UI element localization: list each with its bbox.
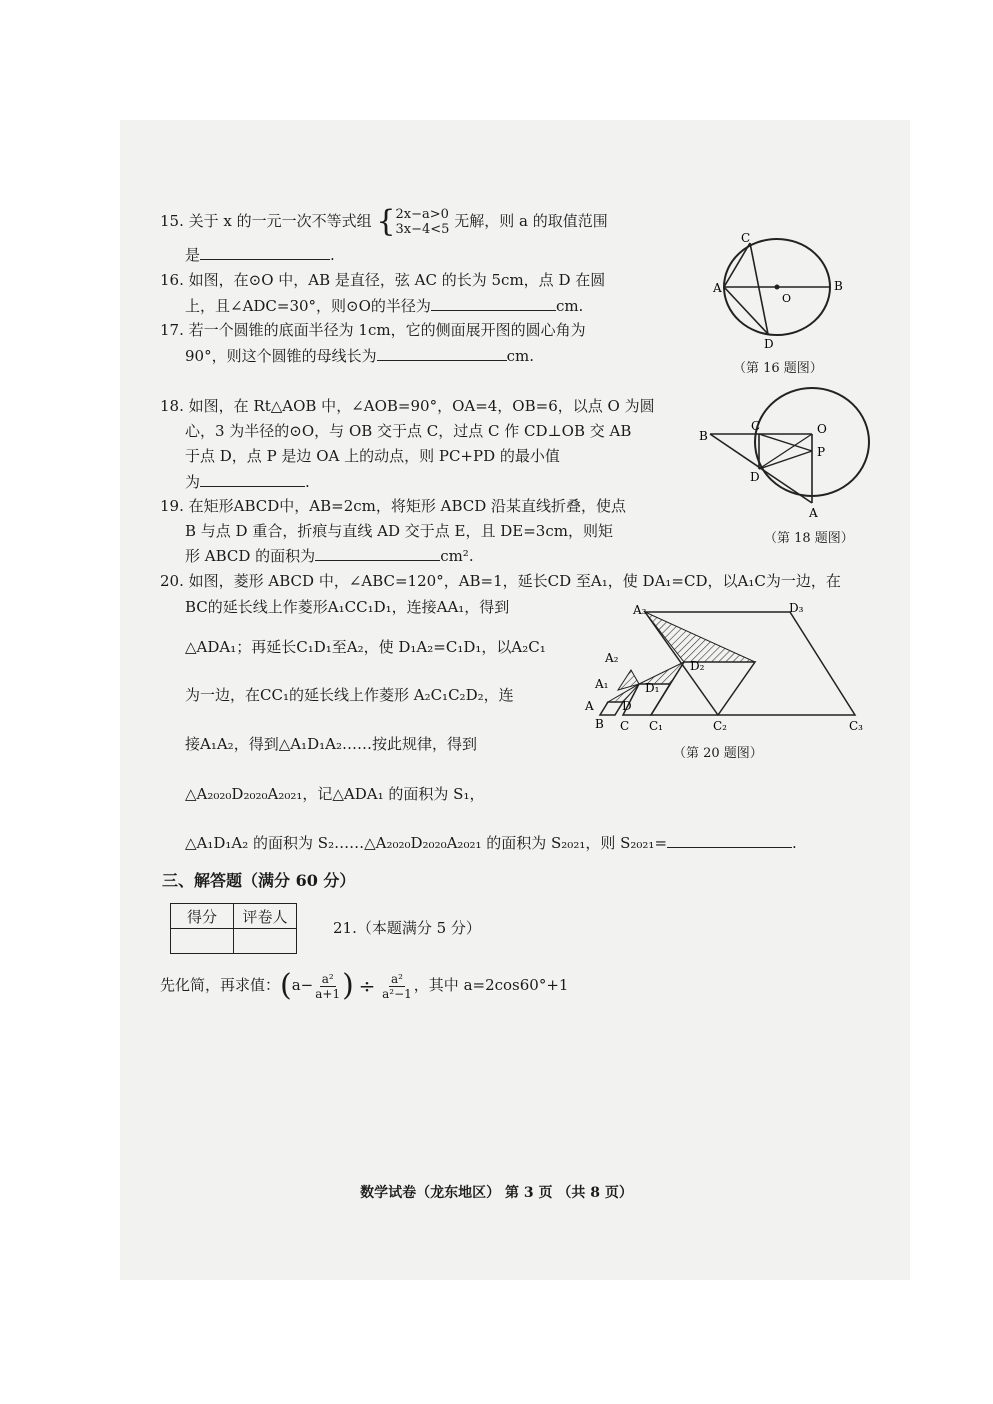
q17-text-1: 若一个圆锥的底面半径为 1cm，它的侧面展开图的圆心角为	[188, 321, 586, 339]
label-d: D	[750, 470, 760, 484]
q17-line2	[185, 346, 534, 366]
q16-line1	[160, 270, 605, 290]
left-paren-icon: (	[280, 968, 292, 1003]
q17-number: 17.	[160, 321, 184, 339]
q21-title: 21.（本题满分 5 分）	[333, 919, 481, 937]
section-3-title: 三、解答题（满分 60 分）	[162, 871, 356, 890]
triangle-a2d2a3	[645, 612, 755, 662]
score-cell[interactable]	[171, 929, 234, 954]
q19-unit: cm².	[440, 547, 474, 565]
label-a2: A₂	[605, 651, 619, 665]
q16-text-1: 如图，在⊙O 中，AB 是直径，弦 AC 的长为 5cm，点 D 在圆	[188, 271, 606, 289]
q17-text-2: 90°，则这个圆锥的母线长为	[185, 347, 377, 365]
q19-line2: B 与点 D 重合，折痕与直线 AD 交于点 E，且 DE=3cm，则矩	[185, 522, 613, 540]
q15-inequality-1: 2x−a>0	[395, 207, 449, 222]
divide-icon: ÷	[358, 974, 376, 998]
right-paren-icon: )	[342, 968, 354, 1003]
frac1-numerator: a²	[321, 971, 334, 986]
figure-18	[695, 385, 885, 525]
label-p: P	[817, 445, 826, 459]
q16-unit: cm.	[555, 297, 584, 315]
label-c: C	[741, 231, 751, 245]
grader-header: 评卷人	[234, 904, 297, 929]
label-c: C	[620, 719, 630, 733]
label-a: A	[713, 281, 722, 295]
segment-do	[759, 434, 812, 469]
figure-20-caption: （第 20 题图）	[673, 746, 763, 761]
q15-inequality-2: 3x−4<5	[395, 222, 450, 237]
label-b: B	[699, 429, 708, 443]
q20-line7	[185, 833, 797, 853]
label-c1: C₁	[649, 719, 663, 733]
segment-pc	[759, 434, 812, 451]
label-o: O	[782, 292, 792, 305]
figure-18-caption: （第 18 题图）	[764, 531, 854, 546]
q19-text-1: 在矩形ABCD中，AB=2cm，将矩形 ABCD 沿某直线折叠，使点	[188, 497, 627, 515]
q20-text-1: 如图，菱形 ABCD 中，∠ABC=120°，AB=1，延长CD 至A₁，使 DA₁=CD，以A₁C为一边，在	[188, 572, 841, 590]
q20-line3: △ADA₁；再延长C₁D₁至A₂，使 D₁A₂=C₁D₁，以A₂C₁	[185, 638, 546, 656]
score-table	[170, 903, 297, 954]
q19-line3	[185, 546, 474, 566]
label-b: B	[834, 279, 843, 293]
q15-inequality-system	[376, 204, 450, 239]
label-a3: A₃	[633, 603, 647, 617]
label-d: D	[764, 337, 774, 351]
brace-icon: {	[376, 204, 396, 239]
q20-line6: △A₂₀₂₀D₂₀₂₀A₂₀₂₁，记△ADA₁ 的面积为 S₁，	[185, 785, 485, 803]
q16-number: 16.	[160, 271, 184, 289]
q20-line2: BC的延长线上作菱形A₁CC₁D₁，连接AA₁，得到	[185, 598, 510, 616]
q21-suffix: ，其中 a=2cos60°+1	[413, 976, 569, 994]
rhombus-abcd	[600, 702, 623, 715]
q15-text-b: 无解，则 a 的取值范围	[454, 212, 608, 230]
q15-line1	[160, 204, 608, 239]
q15-line2-text: 是	[185, 246, 201, 264]
q20-line4: 为一边，在CC₁的延长线上作菱形 A₂C₁C₂D₂，连	[185, 686, 514, 704]
q15-text-a: 关于 x 的一元一次不等式组	[188, 212, 372, 230]
page-footer: 数学试卷（龙东地区） 第 3 页 （共 8 页）	[360, 1185, 633, 1201]
q20-number: 20.	[160, 572, 184, 590]
label-a: A	[585, 699, 594, 713]
figure-20	[575, 600, 875, 740]
center-point	[775, 285, 780, 290]
label-c3: C₃	[849, 719, 863, 733]
grader-cell[interactable]	[234, 929, 297, 954]
q21-prefix: 先化简，再求值：	[160, 976, 281, 994]
score-header: 得分	[171, 904, 234, 929]
label-d: D	[622, 699, 632, 713]
frac2-denominator: a²−1	[382, 986, 412, 1001]
label-c: C	[751, 419, 761, 433]
q21-a-minus: a−	[291, 976, 314, 994]
q19-number: 19.	[160, 497, 184, 515]
q21-expression	[160, 968, 568, 1002]
label-b: B	[595, 717, 604, 731]
q15-end: .	[330, 246, 335, 264]
q18-text-1: 如图，在 Rt△AOB 中，∠AOB=90°，OA=4，OB=6，以点 O 为圆	[188, 397, 655, 415]
q18-line2: 心，3 为半径的⊙O，与 OB 交于点 C，过点 C 作 CD⊥OB 交 AB	[185, 422, 632, 440]
label-d2: D₂	[690, 659, 705, 673]
q21-fraction-1	[315, 972, 340, 1001]
q21-fraction-2	[382, 972, 412, 1001]
label-d3: D₃	[789, 601, 804, 615]
q16-line2	[185, 296, 583, 316]
q17-unit: cm.	[506, 347, 534, 365]
chord-cd	[750, 243, 768, 334]
q18-line1	[160, 396, 655, 416]
q16-answer-blank[interactable]	[431, 296, 556, 311]
q18-line4	[185, 472, 310, 492]
q15-line2	[185, 245, 335, 265]
q20-line5: 接A₁A₂，得到△A₁D₁A₂……按此规律，得到	[185, 735, 477, 753]
q18-end: .	[305, 473, 310, 491]
q19-answer-blank[interactable]	[315, 546, 440, 561]
q16-text-2: 上，且∠ADC=30°，则⊙O的半径为	[185, 297, 431, 315]
q18-line3: 于点 D，点 P 是边 OA 上的动点，则 PC+PD 的最小值	[185, 447, 560, 465]
q20-end: .	[792, 834, 797, 852]
q19-line1	[160, 496, 626, 516]
q20-answer-blank[interactable]	[667, 833, 792, 848]
q19-text-3: 形 ABCD 的面积为	[185, 547, 316, 565]
q15-answer-blank[interactable]	[200, 245, 330, 260]
q20-text-7: △A₁D₁A₂ 的面积为 S₂……△A₂₀₂₀D₂₀₂₀A₂₀₂₁ 的面积为 S₂₀₂₁，则 S₂₀₂₁=	[185, 834, 668, 852]
q18-text-4: 为	[185, 473, 201, 491]
frac1-denominator: a+1	[315, 986, 341, 1001]
figure-16	[700, 228, 860, 353]
label-c2: C₂	[713, 719, 727, 733]
label-d1: D₁	[645, 681, 660, 695]
q18-answer-blank[interactable]	[200, 472, 305, 487]
q17-line1	[160, 320, 586, 340]
segment-pd	[759, 451, 812, 469]
q18-number: 18.	[160, 397, 184, 415]
frac2-numerator: a²	[390, 971, 403, 986]
label-a1: A₁	[595, 677, 609, 691]
chord-ac	[724, 243, 750, 287]
label-o: O	[817, 422, 827, 436]
label-a: A	[809, 506, 818, 520]
q15-number: 15.	[160, 212, 184, 230]
q20-line1	[160, 571, 841, 591]
figure-16-caption: （第 16 题图）	[733, 361, 823, 376]
q17-answer-blank[interactable]	[377, 346, 507, 361]
